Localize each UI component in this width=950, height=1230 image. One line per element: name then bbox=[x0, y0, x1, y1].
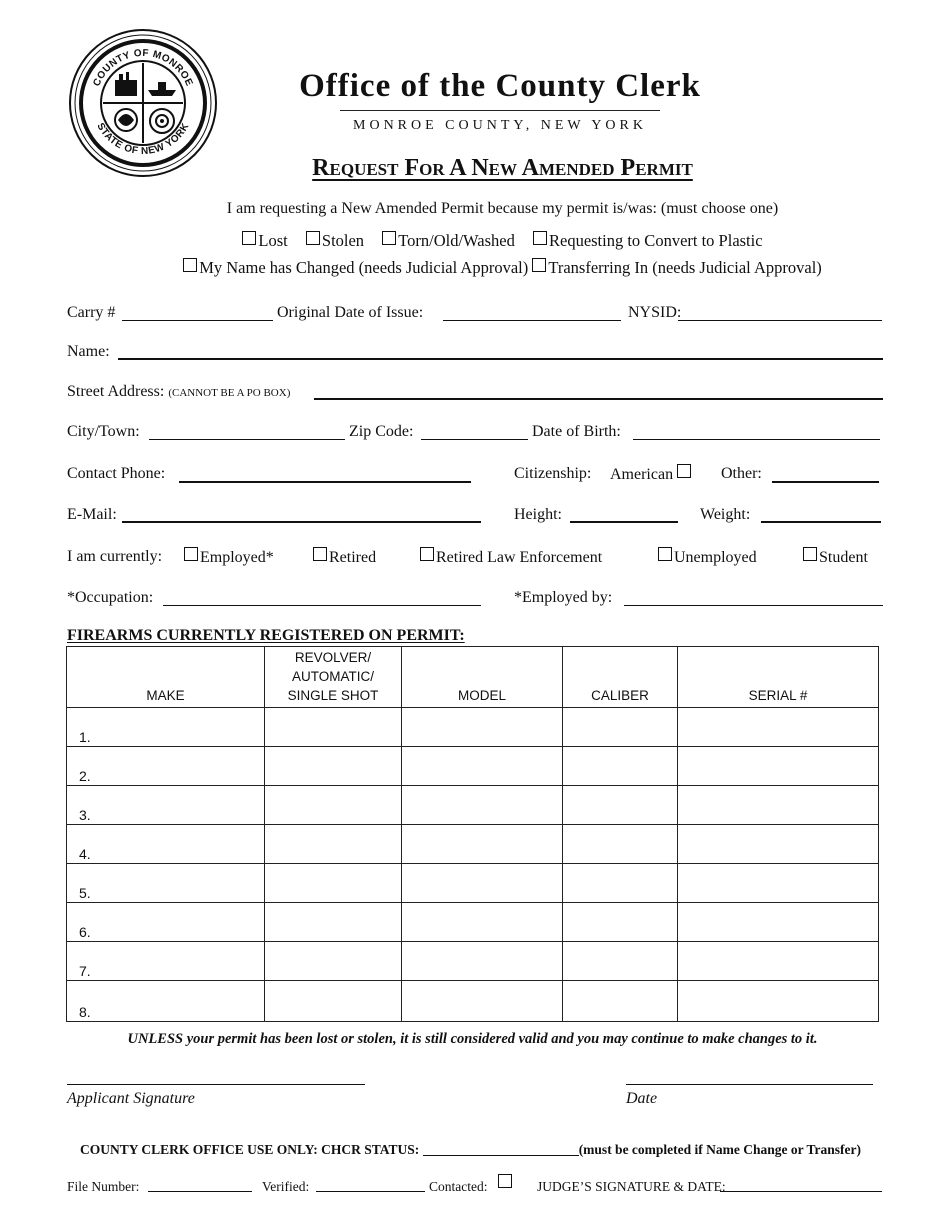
other-label: Other: bbox=[721, 465, 762, 482]
row-number[interactable]: 2. bbox=[67, 747, 265, 786]
american-checkbox[interactable] bbox=[677, 464, 691, 478]
date-label: Date bbox=[626, 1090, 658, 1107]
contacted-checkbox[interactable] bbox=[498, 1174, 512, 1188]
transferring-label: Transferring In (needs Judicial Approval) bbox=[548, 258, 822, 277]
verified-field[interactable] bbox=[316, 1191, 425, 1192]
reason-torn[interactable] bbox=[382, 231, 515, 251]
reason-row-2 bbox=[60, 258, 945, 278]
transferring-checkbox[interactable] bbox=[532, 258, 546, 272]
row-number[interactable]: 4. bbox=[67, 825, 265, 864]
type-cell[interactable] bbox=[265, 903, 402, 942]
student-label: Student bbox=[819, 549, 868, 566]
row-number[interactable]: 3. bbox=[67, 786, 265, 825]
unemployed-checkbox[interactable] bbox=[658, 547, 672, 561]
verified-label: Verified: bbox=[262, 1179, 310, 1194]
street-note: (CANNOT BE A PO BOX) bbox=[168, 387, 291, 399]
unemployed-label: Unemployed bbox=[674, 549, 757, 566]
office-title: Office of the County Clerk bbox=[299, 68, 701, 104]
retired-label: Retired bbox=[329, 549, 377, 566]
caliber-cell[interactable] bbox=[563, 864, 678, 903]
other-field[interactable] bbox=[772, 481, 879, 483]
row-number[interactable]: 8. bbox=[67, 981, 265, 1022]
model-cell[interactable] bbox=[402, 903, 563, 942]
col-make: MAKE bbox=[67, 647, 265, 708]
model-cell[interactable] bbox=[402, 981, 563, 1022]
type-cell[interactable] bbox=[265, 786, 402, 825]
occupation-field[interactable] bbox=[163, 605, 481, 606]
email-label: E-Mail: bbox=[67, 506, 117, 523]
retired-le-checkbox[interactable] bbox=[420, 547, 434, 561]
original-date-field[interactable] bbox=[443, 320, 621, 321]
validity-notice: UNLESS your permit has been lost or stolen, it is still considered valid and you may continue to make changes to it. bbox=[127, 1031, 818, 1047]
student-checkbox[interactable] bbox=[803, 547, 817, 561]
serial-cell[interactable] bbox=[678, 903, 879, 942]
file-number-field[interactable] bbox=[148, 1191, 252, 1192]
col-type bbox=[265, 647, 402, 708]
torn-label: Torn/Old/Washed bbox=[398, 231, 515, 250]
employed-checkbox[interactable] bbox=[184, 547, 198, 561]
name-field[interactable] bbox=[118, 358, 883, 360]
model-cell[interactable] bbox=[402, 825, 563, 864]
phone-label: Contact Phone: bbox=[67, 465, 166, 482]
col-type-line1: REVOLVER/ bbox=[294, 650, 372, 665]
applicant-signature-field[interactable] bbox=[67, 1084, 365, 1085]
caliber-cell[interactable] bbox=[563, 903, 678, 942]
retired-checkbox[interactable] bbox=[313, 547, 327, 561]
nysid-label: NYSID: bbox=[628, 304, 682, 321]
american-label: American bbox=[610, 466, 674, 483]
model-cell[interactable] bbox=[402, 942, 563, 981]
table-row bbox=[67, 864, 879, 903]
caliber-cell[interactable] bbox=[563, 825, 678, 864]
form-title: Request For A New Amended Permit bbox=[312, 155, 693, 181]
table-row bbox=[67, 708, 879, 747]
col-model: MODEL bbox=[402, 647, 563, 708]
dob-field[interactable] bbox=[633, 439, 880, 440]
reason-convert[interactable] bbox=[533, 231, 763, 251]
student-option[interactable] bbox=[803, 547, 868, 568]
reason-name-changed[interactable] bbox=[183, 258, 528, 278]
caliber-cell[interactable] bbox=[563, 942, 678, 981]
title-divider bbox=[340, 110, 660, 111]
type-cell[interactable] bbox=[265, 864, 402, 903]
office-use-line bbox=[80, 1142, 861, 1158]
type-cell[interactable] bbox=[265, 981, 402, 1022]
dob-label: Date of Birth: bbox=[532, 423, 621, 440]
type-cell[interactable] bbox=[265, 747, 402, 786]
currently-label: I am currently: bbox=[67, 548, 163, 565]
contacted-label: Contacted: bbox=[429, 1179, 488, 1194]
request-intro: I am requesting a New Amended Permit because my permit is/was: (must choose one) bbox=[226, 200, 779, 217]
firearms-header-row bbox=[67, 647, 879, 708]
city-label: City/Town: bbox=[67, 423, 140, 440]
stolen-checkbox[interactable] bbox=[306, 231, 320, 245]
serial-cell[interactable] bbox=[678, 825, 879, 864]
american-option[interactable] bbox=[610, 464, 693, 485]
weight-field[interactable] bbox=[761, 521, 881, 523]
name-changed-checkbox[interactable] bbox=[183, 258, 197, 272]
weight-label: Weight: bbox=[700, 506, 751, 523]
office-use-suffix: (must be completed if Name Change or Transfer) bbox=[578, 1142, 862, 1157]
table-row bbox=[67, 786, 879, 825]
torn-checkbox[interactable] bbox=[382, 231, 396, 245]
row-number[interactable]: 6. bbox=[67, 903, 265, 942]
retired-le-label: Retired Law Enforcement bbox=[436, 549, 603, 566]
convert-checkbox[interactable] bbox=[533, 231, 547, 245]
table-row bbox=[67, 825, 879, 864]
convert-label: Requesting to Convert to Plastic bbox=[548, 231, 763, 250]
type-cell[interactable] bbox=[265, 942, 402, 981]
unemployed-option[interactable] bbox=[658, 547, 757, 568]
stolen-label: Stolen bbox=[321, 231, 365, 250]
serial-cell[interactable] bbox=[678, 981, 879, 1022]
lost-label: Lost bbox=[258, 231, 288, 250]
table-row bbox=[67, 747, 879, 786]
carry-field[interactable] bbox=[122, 320, 273, 321]
retired-le-option[interactable] bbox=[420, 547, 602, 568]
original-date-label: Original Date of Issue: bbox=[277, 304, 424, 321]
firearms-table bbox=[66, 646, 879, 1022]
reason-stolen[interactable] bbox=[306, 231, 364, 251]
model-cell[interactable] bbox=[402, 708, 563, 747]
street-field[interactable] bbox=[314, 398, 883, 400]
carry-label: Carry # bbox=[67, 304, 116, 321]
table-row bbox=[67, 981, 879, 1022]
employed-by-field[interactable] bbox=[624, 605, 883, 606]
office-use-prefix: COUNTY CLERK OFFICE USE ONLY: CHCR STATUS: bbox=[80, 1142, 420, 1157]
model-cell[interactable] bbox=[402, 864, 563, 903]
reason-transferring[interactable] bbox=[532, 258, 821, 278]
caliber-cell[interactable] bbox=[563, 747, 678, 786]
caliber-cell[interactable] bbox=[563, 786, 678, 825]
date-field[interactable] bbox=[626, 1084, 873, 1085]
reason-row-1 bbox=[60, 231, 945, 251]
serial-cell[interactable] bbox=[678, 747, 879, 786]
phone-field[interactable] bbox=[179, 481, 471, 483]
model-cell[interactable] bbox=[402, 786, 563, 825]
row-number[interactable]: 7. bbox=[67, 942, 265, 981]
serial-cell[interactable] bbox=[678, 864, 879, 903]
citizenship-label: Citizenship: bbox=[514, 465, 592, 482]
zip-label: Zip Code: bbox=[349, 423, 414, 440]
city-field[interactable] bbox=[149, 439, 345, 440]
serial-cell[interactable] bbox=[678, 786, 879, 825]
serial-cell[interactable] bbox=[678, 942, 879, 981]
retired-option[interactable] bbox=[313, 547, 376, 568]
serial-cell[interactable] bbox=[678, 708, 879, 747]
seal-top-text: COUNTY OF MONROE bbox=[91, 47, 195, 89]
applicant-signature-label: Applicant Signature bbox=[67, 1090, 195, 1107]
col-serial: SERIAL # bbox=[678, 647, 879, 708]
street-label bbox=[67, 382, 290, 403]
model-cell[interactable] bbox=[402, 747, 563, 786]
lost-checkbox[interactable] bbox=[242, 231, 256, 245]
office-subtitle: MONROE COUNTY, NEW YORK bbox=[353, 118, 647, 133]
employed-by-label: *Employed by: bbox=[514, 589, 613, 606]
county-seal bbox=[68, 28, 218, 178]
height-label: Height: bbox=[514, 506, 562, 523]
table-row bbox=[67, 942, 879, 981]
file-number-label: File Number: bbox=[67, 1179, 140, 1194]
type-cell[interactable] bbox=[265, 825, 402, 864]
seal-bottom-text: STATE OF NEW YORK bbox=[94, 121, 192, 158]
row-number[interactable]: 1. bbox=[67, 708, 265, 747]
email-field[interactable] bbox=[122, 521, 481, 523]
table-row bbox=[67, 903, 879, 942]
chcr-status-field[interactable] bbox=[423, 1155, 579, 1156]
judge-signature-label: JUDGE’S SIGNATURE & DATE: bbox=[537, 1179, 726, 1194]
caliber-cell[interactable] bbox=[563, 708, 678, 747]
caliber-cell[interactable] bbox=[563, 981, 678, 1022]
row-number[interactable]: 5. bbox=[67, 864, 265, 903]
occupation-label: *Occupation: bbox=[67, 589, 154, 606]
type-cell[interactable] bbox=[265, 708, 402, 747]
employed-label: Employed* bbox=[200, 549, 274, 566]
name-label: Name: bbox=[67, 343, 110, 360]
col-caliber: CALIBER bbox=[563, 647, 678, 708]
judge-signature-field[interactable] bbox=[720, 1191, 882, 1192]
col-type-line3: SINGLE SHOT bbox=[287, 688, 379, 703]
reason-lost[interactable] bbox=[242, 231, 287, 251]
firearms-section-title: FIREARMS CURRENTLY REGISTERED ON PERMIT: bbox=[67, 627, 465, 644]
col-type-line2: AUTOMATIC/ bbox=[291, 669, 374, 684]
zip-field[interactable] bbox=[421, 439, 528, 440]
street-label-text: Street Address: bbox=[67, 383, 165, 400]
employed-option[interactable] bbox=[184, 547, 274, 568]
name-changed-label: My Name has Changed (needs Judicial Approval) bbox=[199, 258, 529, 277]
nysid-field[interactable] bbox=[678, 320, 882, 321]
height-field[interactable] bbox=[570, 521, 678, 523]
